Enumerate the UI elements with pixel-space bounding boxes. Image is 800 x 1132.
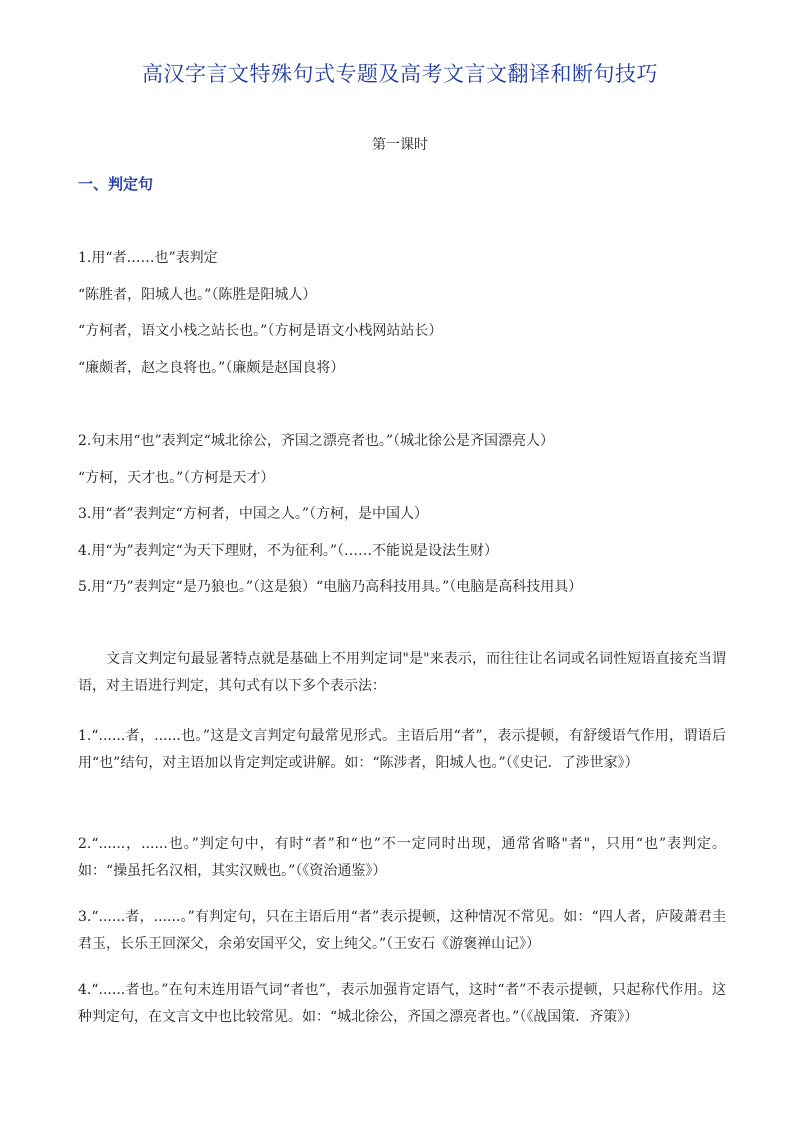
rule-line: 2.句末用“也”表判定“城北徐公，齐国之漂亮者也。”（城北徐公是齐国漂亮人） — [78, 433, 554, 449]
rule-line: 4.用“为”表判定“为天下理财，不为征利。”（……不能说是设法生财） — [78, 543, 498, 559]
example-line: “方柯，天才也。”（方柯是天才） — [78, 470, 275, 486]
rule-line: 1.用“者……也”表判定 — [78, 250, 218, 266]
rule-line: 5.用“乃”表判定“是乃狼也。”（这是狼）“电脑乃高科技用具。”（电脑是高科技用具） — [78, 579, 583, 595]
lesson-label: 第一课时 — [372, 137, 428, 153]
rule-line: 3.用“者”表判定“方柯者，中国之人。”（方柯，是中国人） — [78, 506, 428, 522]
form-paragraph-3: 3.“......者，......。”有判定句，只在主语后用“者”表示提顿，这种情况不常见。如：“四人者，庐陵萧君圭君玉，长乐王回深父，余弟安国平父，安上纯父。”（王安石《游褒禅山记》） — [78, 909, 726, 952]
form-paragraph-4: 4.“......者也。”在句末连用语气词“者也”，表示加强肯定语气，这时“者”不表示提顿，只起称代作用。这种判定句，在文言文中也比较常见。如：“城北徐公，齐国之漂亮者也。”（《战国策．齐策》） — [78, 982, 726, 1025]
example-line: “方柯者，语文小栈之站长也。”（方柯是语文小栈网站站长） — [78, 323, 443, 339]
section-heading: 一、判定句 — [78, 175, 154, 193]
document-title: 高汉字言文特殊句式专题及高考文言文翻译和断句技巧 — [142, 62, 658, 86]
example-line: “廉颇者，赵之良将也。”（廉颇是赵国良将） — [78, 360, 345, 376]
example-line: “陈胜者，阳城人也。”（陈胜是阳城人） — [78, 287, 317, 303]
form-paragraph-1: 1.“......者，......也。”这是文言判定句最常见形式。主语后用“者”，表示提顿，有舒缓语气作用，谓语后用“也”结句，对主语加以肯定判定或讲解。如：“陈涉者，阳城人也。”（《史记．了涉世家》） — [78, 728, 726, 771]
form-paragraph-2: 2.“......，......也。”判定句中，有时“者”和“也”不一定同时出现，通常省略"者"，只用“也”表判定。如：“操虽托名汉相，其实汉贼也。”（《资治通鉴》） — [78, 836, 726, 879]
intro-paragraph: 文言文判定句最显著特点就是基础上不用判定词"是"来表示，而往往让名词或名词性短语直接充当谓语，对主语进行判定，其句式有以下多个表示法： — [78, 651, 726, 694]
